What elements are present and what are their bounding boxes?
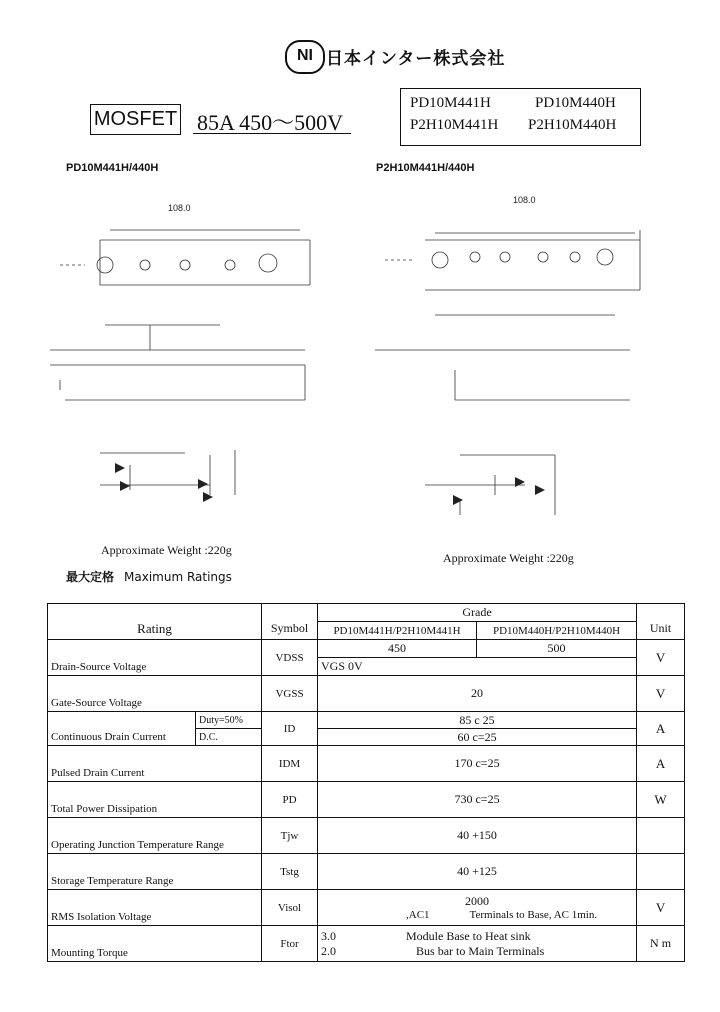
- rating-symbol: Ftor: [262, 926, 318, 962]
- category-box: MOSFET: [90, 104, 181, 135]
- company-logo: NI: [285, 40, 325, 74]
- rating-unit: V: [637, 890, 685, 926]
- rating-value-line: [321, 944, 633, 959]
- rating-symbol: Visol: [262, 890, 318, 926]
- right-diagram-title: P2H10M441H/440H: [376, 162, 475, 174]
- rating-value: 450: [318, 640, 477, 658]
- rating-unit: N m: [637, 926, 685, 962]
- left-outline-drawing: [40, 195, 360, 525]
- rating-symbol: Tjw: [262, 818, 318, 854]
- rating-condition-b: Terminals to Base, AC 1min.: [469, 909, 598, 921]
- rating-value: 60 c=25: [318, 729, 637, 746]
- rating-value-line: [321, 929, 633, 944]
- rating-value: 2000: [465, 894, 490, 908]
- header-symbol: Symbol: [262, 604, 318, 640]
- table-row: [48, 854, 685, 890]
- rating-value: 20: [318, 676, 637, 712]
- rating-unit: V: [637, 676, 685, 712]
- rating-name: Mounting Torque: [48, 926, 262, 962]
- rating-name: Pulsed Drain Current: [48, 746, 262, 782]
- rating-unit: A: [637, 746, 685, 782]
- rating-value: 730 c=25: [318, 782, 637, 818]
- section-title-jp: 最大定格: [66, 570, 115, 584]
- header-rating: Rating: [48, 604, 262, 640]
- rating-condition: [321, 909, 633, 921]
- rating-condition: Module Base to Heat sink: [406, 928, 531, 943]
- rating-name: Storage Temperature Range: [48, 854, 262, 890]
- dimension-label: 108.0: [168, 203, 191, 213]
- rating-value: 2.0: [321, 943, 337, 958]
- rating-value: 40 +125: [318, 854, 637, 890]
- rating-value: 40 +150: [318, 818, 637, 854]
- rating-unit: A: [637, 712, 685, 746]
- rating-condition: Bus bar to Main Terminals: [416, 943, 545, 958]
- part-number: PD10M441H: [410, 95, 491, 111]
- rating-name: Operating Junction Temperature Range: [48, 818, 262, 854]
- table-row: [48, 890, 685, 926]
- rating-value: 500: [477, 640, 637, 658]
- rating-condition: VGS 0V: [318, 658, 637, 676]
- header-grade-col1: PD10M441H/P2H10M441H: [318, 622, 477, 640]
- table-header-row: [48, 604, 685, 622]
- max-ratings-table: [47, 603, 685, 962]
- table-row: [48, 640, 685, 658]
- rating-unit: W: [637, 782, 685, 818]
- rating-unit: V: [637, 640, 685, 676]
- rating-condition-a: ,AC1: [406, 909, 430, 921]
- table-row: [48, 926, 685, 962]
- left-diagram-title: PD10M441H/440H: [66, 162, 159, 174]
- table-row: [48, 818, 685, 854]
- table-row: [48, 712, 685, 729]
- rating-summary: 85A 450～500V: [197, 110, 344, 135]
- rating-value: 85 c 25: [318, 712, 637, 729]
- rating-name: RMS Isolation Voltage: [48, 890, 262, 926]
- right-weight-note: Approximate Weight :220g: [443, 551, 574, 565]
- rating-name: Continuous Drain Current: [48, 712, 196, 746]
- right-outline-drawing: [365, 195, 695, 535]
- rating-symbol: VDSS: [262, 640, 318, 676]
- part-number-box: [400, 88, 641, 146]
- rating-symbol: IDM: [262, 746, 318, 782]
- table-row: [48, 746, 685, 782]
- table-row: [48, 782, 685, 818]
- rating-value-cell: [318, 890, 637, 926]
- header-grade-col2: PD10M440H/P2H10M440H: [477, 622, 637, 640]
- section-title: [66, 568, 232, 585]
- rating-name: Total Power Dissipation: [48, 782, 262, 818]
- rating-symbol: Tstg: [262, 854, 318, 890]
- dimension-label: 108.0: [513, 195, 536, 205]
- rating-value: 3.0: [321, 928, 337, 943]
- rating-underline: [193, 133, 351, 134]
- company-name: 日本インター株式会社: [326, 49, 506, 69]
- section-title-en: Maximum Ratings: [124, 570, 232, 584]
- part-number: PD10M440H: [535, 95, 616, 111]
- rating-name: Gate-Source Voltage: [48, 676, 262, 712]
- rating-subcondition: D.C.: [196, 729, 262, 746]
- rating-unit: [637, 818, 685, 854]
- rating-symbol: ID: [262, 712, 318, 746]
- left-weight-note: Approximate Weight :220g: [101, 543, 232, 557]
- rating-name: Drain-Source Voltage: [48, 640, 262, 676]
- header-grade: Grade: [318, 604, 637, 622]
- rating-value-cell: [318, 926, 637, 962]
- part-number: P2H10M441H: [410, 117, 499, 133]
- rating-unit: [637, 854, 685, 890]
- rating-value: 170 c=25: [318, 746, 637, 782]
- rating-subcondition: Duty=50%: [196, 712, 262, 729]
- header-unit: Unit: [637, 604, 685, 640]
- rating-symbol: PD: [262, 782, 318, 818]
- table-row: [48, 676, 685, 712]
- rating-symbol: VGSS: [262, 676, 318, 712]
- part-number: P2H10M440H: [528, 117, 617, 133]
